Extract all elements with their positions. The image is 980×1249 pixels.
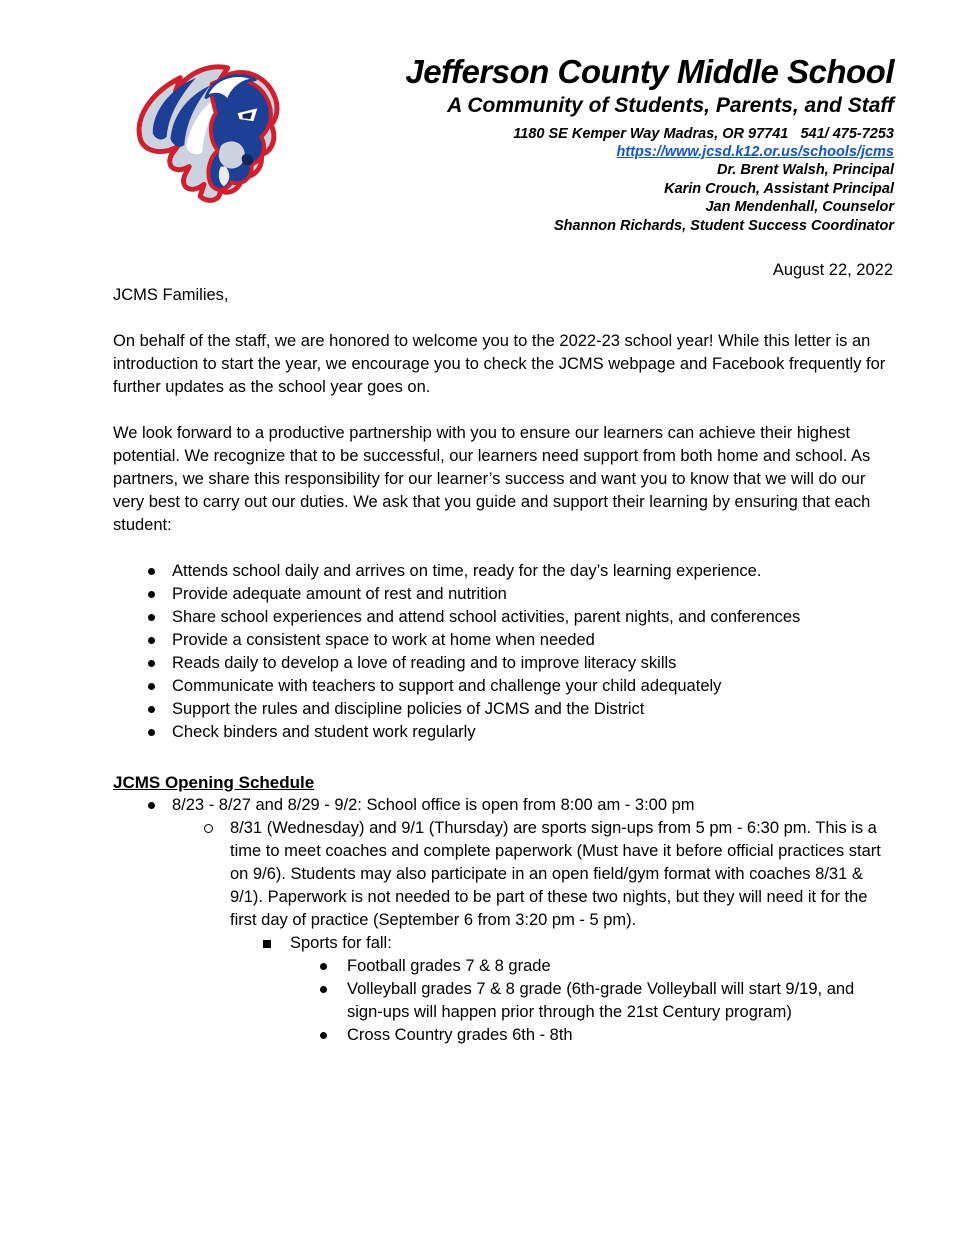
list-item-text: Football grades 7 & 8 grade <box>347 957 551 975</box>
list-item-text: Share school experiences and attend school activities, parent nights, and conferences <box>172 608 801 626</box>
partnership-paragraph: We look forward to a productive partnership with you to ensure our learners can achieve their highest potential. We recognize that to be successful, our learners need support from both home and school. As partners, we share this responsibility for our learner’s success and want you to know that we will do our very best to carry out our duties. We ask that you guide and support their learning by ensuring that each student: <box>113 424 871 534</box>
list-item-text: Check binders and student work regularly <box>172 723 476 741</box>
school-logo <box>127 58 285 208</box>
list-item-text: 8/31 (Wednesday) and 9/1 (Thursday) are sports sign-ups from 5 pm - 6:30 pm. This is a time to meet coaches and complete paperwork (Must have it before official practices start on 9/6). Students may also participate in an open field/gym format with coaches 8/31 & 9/1). Paperwork is not needed to be part of these two nights, but they will need it for the first day of practice (September 6 from 3:20 pm - 5 pm). <box>230 819 881 929</box>
bullet-icon <box>320 963 327 970</box>
list-item-text: Sports for fall: <box>290 934 392 952</box>
list-item-text: Cross Country grades 6th - 8th <box>347 1026 573 1044</box>
school-website-row <box>300 143 894 161</box>
list-item-text: Attends school daily and arrives on time, ready for the day’s learning experience. <box>172 562 762 580</box>
list-item-text: Reads daily to develop a love of reading and to improve literacy skills <box>172 654 677 672</box>
school-name: Jefferson County Middle School <box>405 53 894 90</box>
bullet-icon <box>148 683 155 690</box>
list-item <box>113 698 893 721</box>
list-item <box>113 955 893 978</box>
staff-counselor: Jan Mendenhall, Counselor <box>705 199 894 215</box>
bullet-icon <box>148 802 155 809</box>
letter-body <box>113 259 893 1047</box>
student-expectations-list <box>113 560 893 744</box>
letter-date: August 22, 2022 <box>772 261 893 279</box>
list-item-text: Provide a consistent space to work at home when needed <box>172 631 595 649</box>
list-item <box>113 817 893 932</box>
list-item-text: Communicate with teachers to support and challenge your child adequately <box>172 677 722 695</box>
bullet-icon <box>148 614 155 621</box>
list-item <box>113 1024 893 1047</box>
bullet-icon <box>148 637 155 644</box>
staff-principal: Dr. Brent Walsh, Principal <box>716 162 894 178</box>
list-item <box>113 560 893 583</box>
list-item <box>113 721 893 744</box>
bullet-icon <box>320 986 327 993</box>
hollow-bullet-icon <box>204 824 213 833</box>
school-website-link[interactable]: https://www.jcsd.k12.or.us/schools/jcms <box>616 144 894 160</box>
letterhead <box>300 0 894 235</box>
list-item <box>113 675 893 698</box>
list-item <box>113 652 893 675</box>
bullet-icon <box>148 568 155 575</box>
intro-paragraph: On behalf of the staff, we are honored to welcome you to the 2022-23 school year! While this letter is an introduction to start the year, we encourage you to check the JCMS webpage and Facebook frequently for further updates as the school year goes on. <box>113 332 886 396</box>
list-item-text: Volleyball grades 7 & 8 grade (6th-grade Volleyball will start 9/19, and sign-ups will happen prior through the 21st Century program) <box>347 980 855 1021</box>
schedule-list <box>113 794 893 1047</box>
bullet-icon <box>148 660 155 667</box>
bison-mascot-icon <box>127 58 285 208</box>
list-item <box>113 606 893 629</box>
list-item-text: Support the rules and discipline policies of JCMS and the District <box>172 700 645 718</box>
list-item <box>113 629 893 652</box>
list-item <box>113 978 893 1024</box>
school-tagline: A Community of Students, Parents, and Staff <box>447 94 894 117</box>
square-bullet-icon <box>263 940 271 948</box>
salutation: JCMS Families, <box>113 286 229 304</box>
list-item-text: Provide adequate amount of rest and nutrition <box>172 585 507 603</box>
staff-assistant-principal: Karin Crouch, Assistant Principal <box>664 180 894 197</box>
list-item-text: 8/23 - 8/27 and 8/29 - 9/2: School office is open from 8:00 am - 3:00 pm <box>172 796 695 814</box>
bullet-icon <box>320 1032 327 1039</box>
list-item <box>113 932 893 955</box>
bullet-icon <box>148 591 155 598</box>
list-item <box>113 583 893 606</box>
staff-success-coordinator: Shannon Richards, Student Success Coordinator <box>554 217 894 234</box>
school-address: 1180 SE Kemper Way Madras, OR 97741 541/ 475-7253 <box>513 126 894 142</box>
list-item <box>113 794 893 817</box>
bullet-icon <box>148 729 155 736</box>
bullet-icon <box>148 706 155 713</box>
schedule-heading: JCMS Opening Schedule <box>113 773 315 792</box>
